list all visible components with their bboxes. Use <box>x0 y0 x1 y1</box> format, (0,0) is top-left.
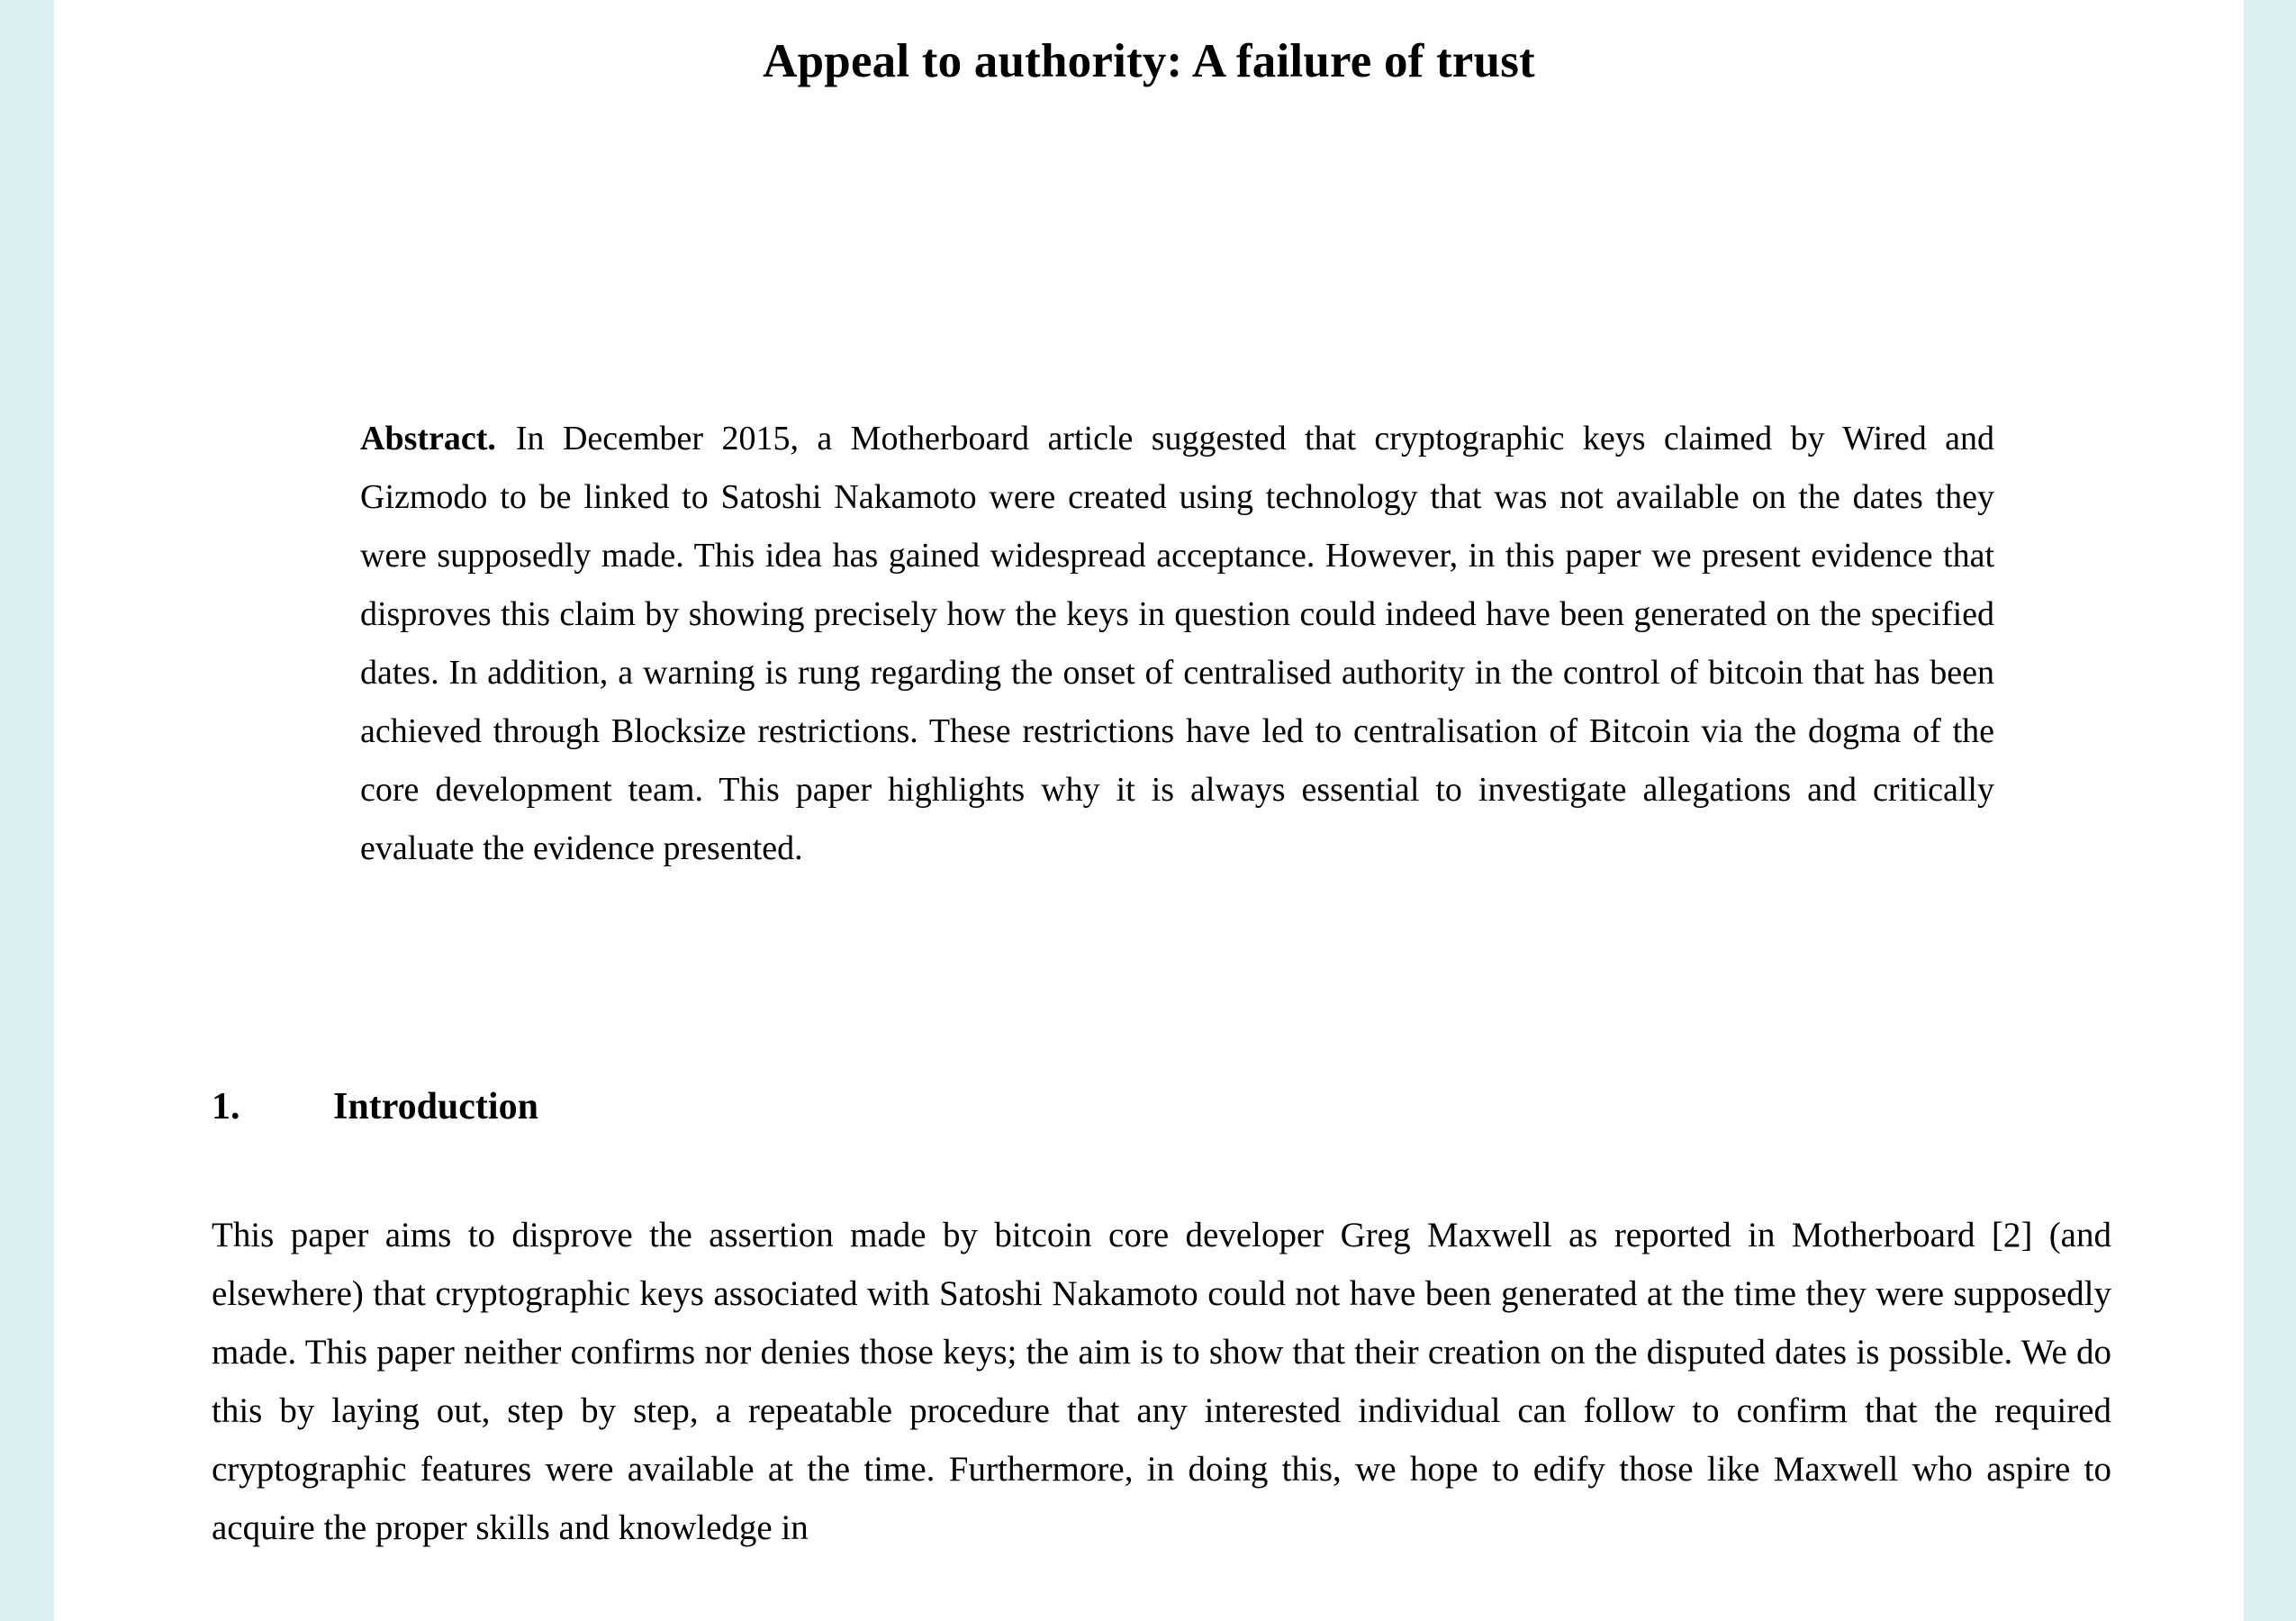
page-title: Appeal to authority: A failure of trust <box>763 35 1535 87</box>
introduction-paragraph: This paper aims to disprove the assertion made by bitcoin core developer Greg Maxwell as reported in Motherboard [2] (and elsewhere) that cryptographic keys associated with Satoshi Nakamoto could not have been generated at the time they were supposedly made. This paper neither confirms nor denies those keys; the aim is to show that their creation on the disputed dates is possible. We do this by laying out, step by step, a repeatable procedure that any interested individual can follow to confirm that the required cryptographic features were available at the time. Furthermore, in doing this, we hope to edify those like Maxwell who aspire to acquire the proper skills and knowledge in <box>212 1216 2111 1547</box>
section-number: 1. <box>212 1086 240 1127</box>
abstract-text: In December 2015, a Motherboard article suggested that cryptographic keys claimed by Wired and Gizmodo to be linked to Satoshi Nakamoto were created using technology that was not available on the dates they were supposedly made. This idea has gained widespread acceptance. However, in this paper we present evidence that disproves this claim by showing precisely how the keys in question could indeed have been generated on the specified dates. In addition, a warning is rung regarding the onset of centralised authority in the control of bitcoin that has been achieved through Blocksize restrictions. These restrictions have led to centralisation of Bitcoin via the dogma of the core development team. This paper highlights why it is always essential to investigate allegations and critically evaluate the evidence presented. <box>360 420 1994 867</box>
section-heading-introduction <box>212 1085 2012 1128</box>
abstract-section <box>360 410 1994 878</box>
document-page <box>54 0 2244 1621</box>
abstract-label: Abstract. <box>360 420 496 457</box>
section-title: Introduction <box>333 1086 538 1127</box>
